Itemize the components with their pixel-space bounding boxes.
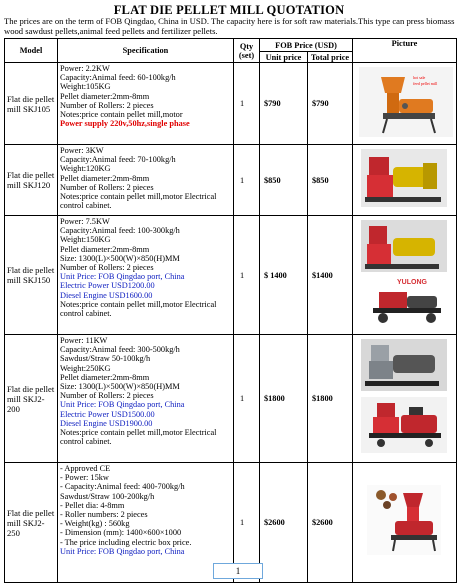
total-price-cell: $1800 [308, 335, 353, 463]
spec-line: control cabinet. [60, 309, 112, 319]
unit-price-cell: $790 [260, 63, 308, 145]
spec-line: Capacity:Animal feed: 300-500kg/h [60, 345, 180, 355]
qty-cell: 1 [234, 145, 260, 216]
machine-image [353, 145, 457, 213]
spec-line: Electric Power USD1500.00 [60, 409, 155, 419]
model-cell: Flat die pellet mill SKJ2-200 [5, 335, 58, 463]
spec-line: Pellet diameter:2mm-8mm [60, 372, 150, 382]
spec-line: Unit Price: FOB Qingdao port, China [60, 400, 185, 410]
logo-text: YULONG [397, 279, 427, 286]
spec-cell [58, 463, 234, 583]
spec-line: Diesel Engine USD1900.00 [60, 418, 153, 428]
machine-image [353, 335, 457, 460]
header-picture: Picture [353, 39, 457, 63]
picture-cell [353, 463, 457, 583]
spec-line: - Roller numbers: 2 pieces [60, 510, 148, 520]
qty-cell: 1 [234, 463, 260, 583]
spec-cell [58, 145, 234, 216]
intro-text: The prices are on the term of FOB Qingdao, China in USD. The capacity here is for soft raw materials.This type can press biomass wood sawdust pellets,animal feed pellets and fertilizer pellets. [4, 16, 455, 36]
spec-line: Notes:price contain pellet mill,motor [60, 110, 183, 120]
spec-line: Number of Rollers: 2 pieces [60, 263, 154, 273]
spec-line: - Pellet dia: 4-8mm [60, 500, 125, 510]
spec-line: Weight:150KG [60, 235, 111, 245]
spec-line: - Approved CE [60, 464, 111, 473]
model-cell: Flat die pellet mill SKJ150 [5, 216, 58, 335]
model-cell: Flat die pellet mill SKJ120 [5, 145, 58, 216]
picture-cell [353, 63, 457, 145]
spec-line: Number of Rollers: 2 pieces [60, 391, 154, 401]
spec-line: Power: 7.5KW [60, 217, 110, 226]
table-row [5, 216, 457, 335]
total-price-cell: $790 [308, 63, 353, 145]
spec-line: Pellet diameter:2mm-8mm [60, 91, 150, 101]
spec-line: Capacity:Animal feed: 70-100kg/h [60, 155, 176, 165]
table-row [5, 63, 457, 145]
unit-price-cell: $ 1400 [260, 216, 308, 335]
header-model: Model [5, 39, 58, 63]
spec-line: Diesel Engine USD1600.00 [60, 290, 153, 300]
spec-line: Size: 1300(L)×500(W)×850(H)MM [60, 253, 180, 263]
model-cell: Flat die pellet mill SKJ2-250 [5, 463, 58, 583]
spec-line: Weight:250KG [60, 363, 111, 373]
spec-line: Unit Price: FOB Qingdao port, China [60, 272, 185, 282]
spec-line: Notes:price contain pellet mill,motor Electrical [60, 299, 217, 309]
qty-cell: 1 [234, 63, 260, 145]
unit-price-cell: $850 [260, 145, 308, 216]
picture-cell [353, 145, 457, 216]
svg-text:feed pellet mill: feed pellet mill [413, 81, 438, 86]
header-unit-price: Unit price [260, 52, 308, 63]
spec-line: Power: 2.2KW [60, 64, 110, 73]
table-row [5, 335, 457, 463]
spec-line: Power: 11KW [60, 336, 108, 345]
spec-line: Sawdust/Straw 50-100kg/h [60, 354, 151, 364]
spec-line: Weight:105KG [60, 82, 111, 92]
spec-line: Capacity:Animal feed: 60-100kg/h [60, 73, 176, 83]
spec-line: Electric Power USD1200.00 [60, 281, 155, 291]
spec-line: Size: 1300(L)×500(W)×850(H)MM [60, 382, 180, 392]
spec-line: Power: 3KW [60, 146, 104, 155]
table-row [5, 145, 457, 216]
svg-text:hot sale: hot sale [413, 75, 426, 80]
page-number: 1 [213, 563, 263, 579]
quotation-table [4, 38, 457, 583]
spec-line: Pellet diameter:2mm-8mm [60, 173, 150, 183]
spec-cell [58, 216, 234, 335]
page-title: FLAT DIE PELLET MILL QUOTATION [113, 3, 345, 17]
header-spec: Specification [58, 39, 234, 63]
spec-line: - The price including electric box price. [60, 537, 192, 547]
spec-line: - Power: 15kw [60, 473, 109, 483]
spec-line: Number of Rollers: 2 pieces [60, 182, 154, 192]
machine-image [353, 463, 457, 580]
picture-cell [353, 216, 457, 335]
model-cell: Flat die pellet mill SKJ105 [5, 63, 58, 145]
spec-line: Sawdust/Straw 100-200kg/h [60, 491, 155, 501]
spec-line: control cabinet. [60, 437, 112, 447]
spec-line: - Weight(kg) : 560kg [60, 519, 130, 529]
spec-line: Pellet diameter:2mm-8mm [60, 244, 150, 254]
spec-line: Weight:120KG [60, 164, 111, 174]
qty-cell: 1 [234, 216, 260, 335]
header-total-price: Total price [308, 52, 353, 63]
machine-image [353, 216, 457, 332]
spec-line: Notes:price contain pellet mill,motor Electrical [60, 428, 217, 438]
spec-line: control cabinet. [60, 201, 112, 211]
spec-cell [58, 63, 234, 145]
spec-cell [58, 335, 234, 463]
unit-price-cell: $1800 [260, 335, 308, 463]
spec-line: Number of Rollers: 2 pieces [60, 100, 154, 110]
qty-cell: 1 [234, 335, 260, 463]
spec-line: - Capacity:Animal feed: 400-700kg/h [60, 482, 185, 492]
header-fob: FOB Price (USD) [260, 39, 353, 52]
total-price-cell: $1400 [308, 216, 353, 335]
header-row [5, 39, 457, 52]
spec-line: Unit Price: FOB Qingdao port, China [60, 546, 185, 556]
total-price-cell: $2600 [308, 463, 353, 583]
spec-line: - Dimension (mm): 1400×600×1000 [60, 528, 182, 538]
machine-image [353, 63, 457, 142]
total-price-cell: $850 [308, 145, 353, 216]
picture-cell [353, 335, 457, 463]
spec-line: Power supply 220v,50hz,single phase [60, 119, 190, 129]
spec-line: Notes:price contain pellet mill,motor Electrical [60, 192, 217, 202]
header-qty: Qty (set) [234, 39, 260, 63]
spec-line: Capacity:Animal feed: 100-300kg/h [60, 226, 180, 236]
unit-price-cell: $2600 [260, 463, 308, 583]
